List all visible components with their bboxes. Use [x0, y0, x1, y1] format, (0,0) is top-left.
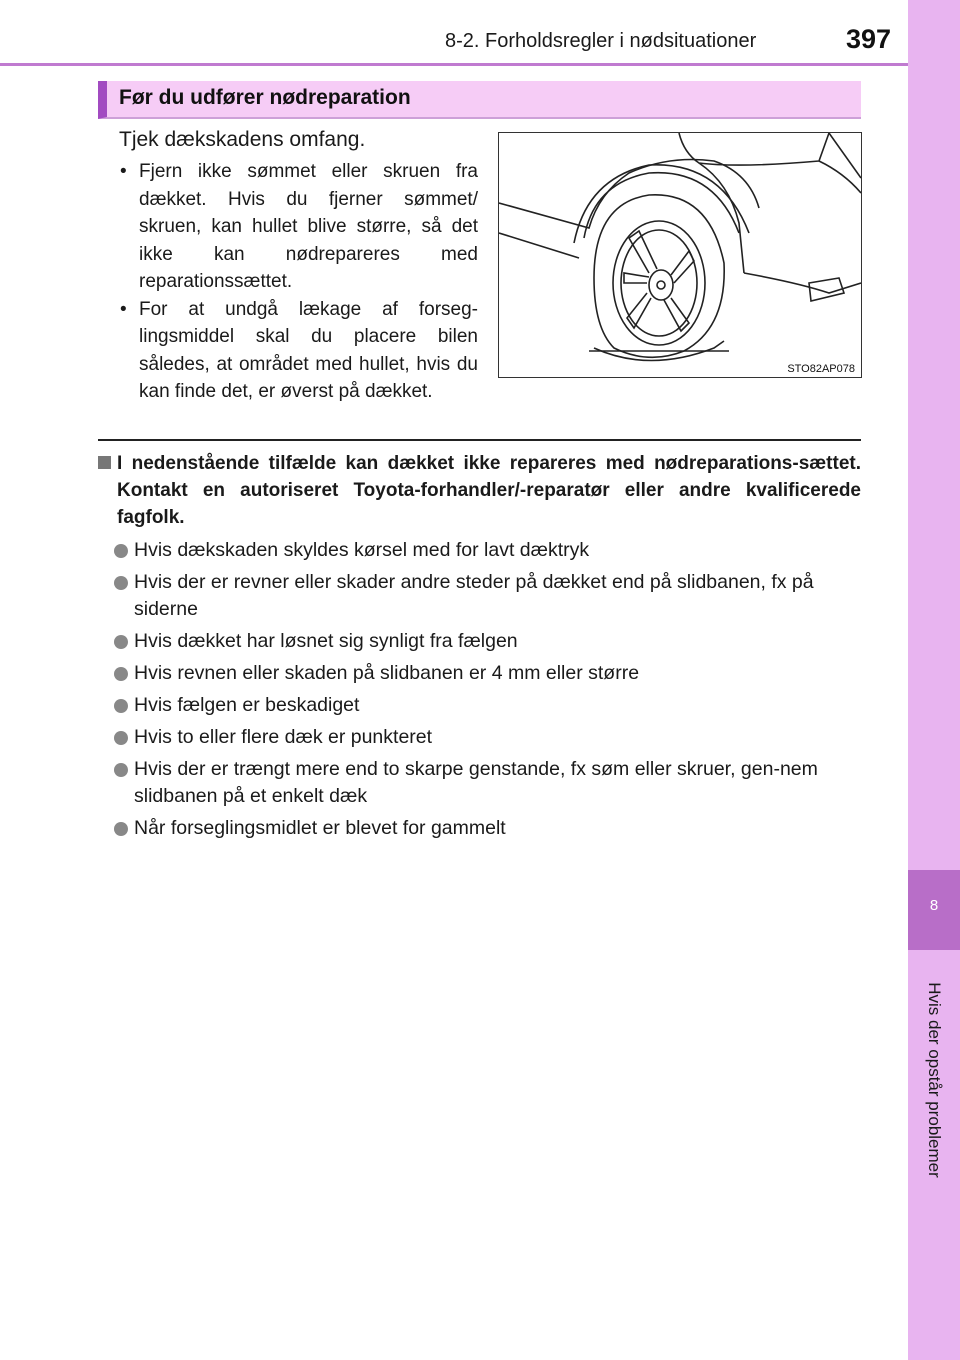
condition-item — [98, 537, 861, 564]
section-divider — [98, 439, 861, 441]
section-title: 8-2. Forholdsregler i nødsituationer — [445, 30, 757, 52]
circle-bullet-icon — [114, 731, 128, 745]
precaution-item: • For at undgå lækage af forseg-lingsmiddel skal du placere bilen således, at området med hullet, hvis du kan finde det, er øverst på dækket. — [120, 296, 478, 406]
note-heading-text: I nedenstående tilfælde kan dækket ikke repareres med nødreparations-sættet. Kontakt en autoriseret Toyota-forhandler/-reparatør eller andre kvalificerede fagfolk. — [117, 453, 861, 528]
condition-text: Hvis to eller flere dæk er punkteret — [134, 726, 433, 748]
section-banner — [98, 81, 861, 119]
chapter-number-box: 8 — [908, 870, 960, 950]
condition-item — [98, 660, 861, 687]
circle-bullet-icon — [114, 763, 128, 777]
condition-text: Hvis dækket har løsnet sig synligt fra fælgen — [134, 630, 518, 652]
condition-item — [98, 815, 861, 842]
condition-text: Hvis revnen eller skaden på slidbanen er 4 mm eller større — [134, 662, 640, 684]
header-divider — [0, 63, 908, 66]
condition-list — [98, 537, 861, 842]
lead-instruction: Tjek dækskadens omfang. — [119, 128, 366, 151]
condition-item — [98, 692, 861, 719]
condition-item — [98, 724, 861, 751]
condition-text: Hvis dækskaden skyldes kørsel med for lavt dæktryk — [134, 539, 590, 561]
circle-bullet-icon — [114, 822, 128, 836]
circle-bullet-icon — [114, 667, 128, 681]
car-wheel-drawing — [499, 133, 861, 377]
condition-text: Hvis der er trængt mere end to skarpe genstande, fx søm eller skruer, gen-nem slidbanen på et enkelt dæk — [134, 758, 818, 807]
precaution-list — [120, 158, 478, 406]
figure-code: STO82AP078 — [787, 363, 855, 375]
circle-bullet-icon — [114, 544, 128, 558]
flat-tire-illustration — [498, 132, 862, 378]
condition-item — [98, 628, 861, 655]
page-number: 397 — [846, 24, 892, 54]
note-heading — [98, 450, 861, 531]
condition-item — [98, 756, 861, 810]
chapter-title: Hvis der opstår problemer — [925, 982, 944, 1178]
circle-bullet-icon — [114, 699, 128, 713]
condition-text: Når forseglingsmidlet er blevet for gammelt — [134, 817, 506, 839]
condition-item — [98, 569, 861, 623]
condition-text: Hvis der er revner eller skader andre steder på dækket end på slidbanen, fx på siderne — [134, 571, 814, 620]
circle-bullet-icon — [114, 576, 128, 590]
note-block — [98, 450, 861, 842]
condition-text: Hvis fælgen er beskadiget — [134, 694, 360, 716]
circle-bullet-icon — [114, 635, 128, 649]
precaution-item: • Fjern ikke sømmet eller skruen fra dækket. Hvis du fjerner sømmet/ skruen, kan hullet blive større, så det ikke kan nødrepareres med reparationssættet. — [120, 158, 478, 296]
section-heading: Før du udfører nødreparation — [119, 86, 411, 109]
square-bullet-icon — [98, 456, 111, 469]
